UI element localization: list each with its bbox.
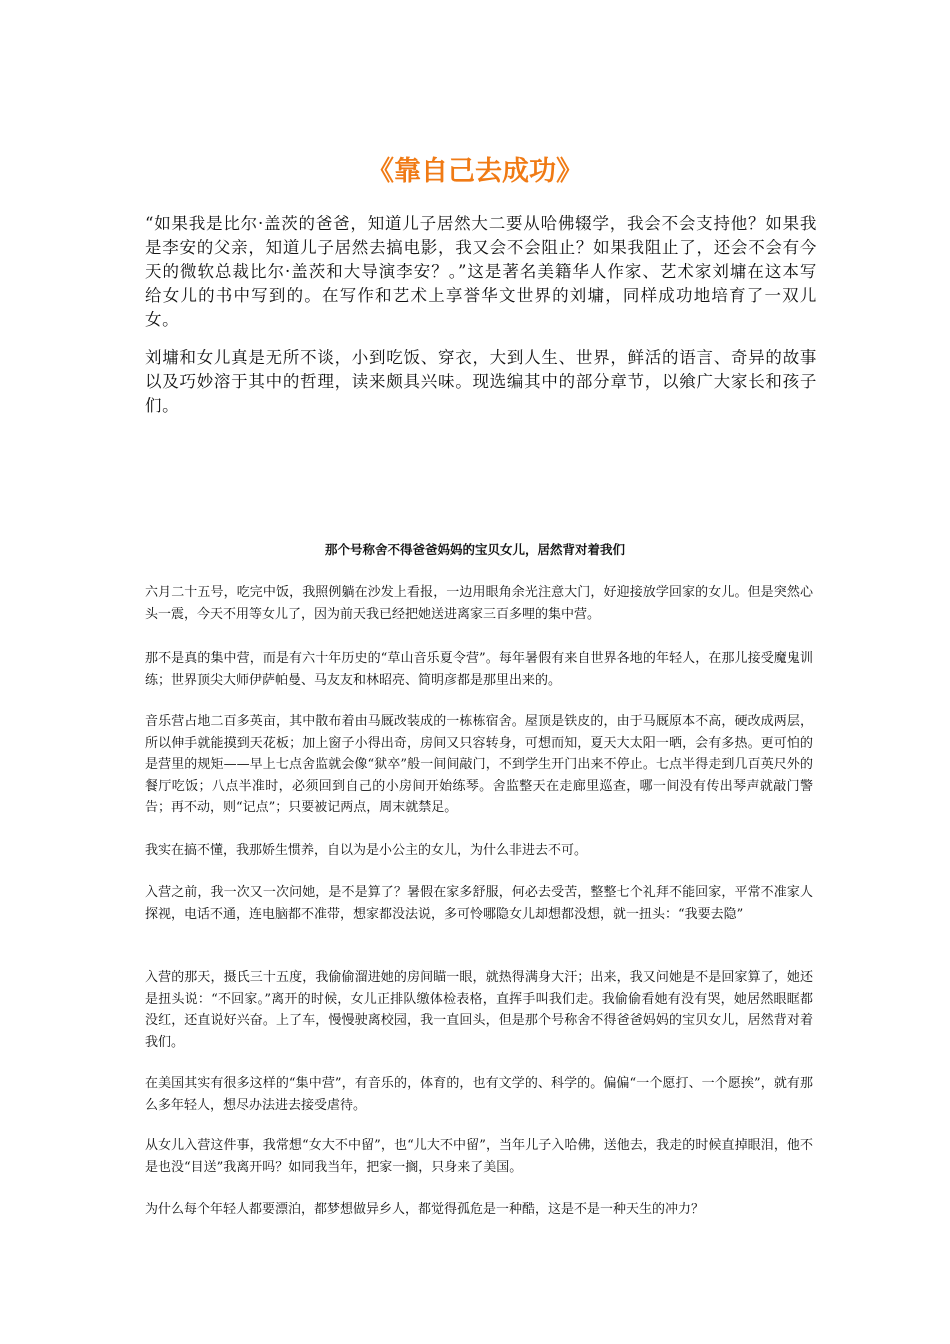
body-paragraph-7: 在美国其实有很多这样的“集中营”，有音乐的，体育的，也有文学的、科学的。偏偏“一个愿打、一个愿挨”，就有那么多年轻人，想尽办法进去接受虐待。: [145, 1076, 813, 1113]
body-paragraph-2: 那不是真的集中营，而是有六十年历史的“草山音乐夏令营”。每年暑假有来自世界各地的年轻人，在那儿接受魔鬼训练；世界顶尖大师伊萨帕曼、马友友和林昭亮、简明彦都是那里出来的。: [145, 651, 813, 688]
intro-paragraph-1: “如果我是比尔·盖茨的爸爸，知道儿子居然大二要从哈佛辍学，我会不会支持他？如果我是李安的父亲，知道儿子居然去搞电影，我又会不会阻止？如果我阻止了，还会不会有今天的微软总裁比尔·盖茨和大导演李安？。”这是著名美籍华人作家、艺术家刘墉在这本写给女儿的书中写到的。在写作和艺术上享誉华文世界的刘墉，同样成功地培育了一双儿女。: [145, 214, 817, 329]
body-paragraph-5: 入营之前，我一次又一次问她，是不是算了？暑假在家多舒服，何必去受苦，整整七个礼拜不能回家，平常不准家人探视，电话不通，连电脑都不准带，想家都没法说，多可怜哪隐女儿却想都没想，就一扭头：“我要去隐”: [145, 885, 813, 922]
body-paragraph-6: 入营的那天，摄氏三十五度，我偷偷溜进她的房间瞄一眼，就热得满身大汗；出来，我又问她是不是回家算了，她还是扭头说：“不回家。”离开的时候，女儿正排队缴体检表格，直挥手叫我们走。我偷偷看她有没有哭，她居然眼眶都没红，还直说好兴奋。上了车，慢慢驶离校园，我一直回头，但是那个号称舍不得爸爸妈妈的宝贝女儿，居然背对着我们。: [145, 970, 813, 1050]
body-paragraph-1: 六月二十五号，吃完中饭，我照例躺在沙发上看报，一边用眼角余光注意大门，好迎接放学回家的女儿。但是突然心头一震，今天不用等女儿了，因为前天我已经把她送进离家三百多哩的集中营。: [145, 585, 813, 622]
intro-paragraph-2: 刘墉和女儿真是无所不谈，小到吃饭、穿衣，大到人生、世界，鲜活的语言、奇异的故事以及巧妙溶于其中的哲理，读来颇具兴味。现选编其中的部分章节，以飨广大家长和孩子们。: [145, 348, 817, 415]
body-paragraph-9: 为什么每个年轻人都要漂泊，都梦想做异乡人，都觉得孤危是一种酷，这是不是一种天生的冲力？: [145, 1202, 705, 1217]
section-title: 那个号称舍不得爸爸妈妈的宝贝女儿，居然背对着我们: [324, 542, 625, 557]
body-paragraph-4: 我实在搞不懂，我那娇生惯养，自以为是小公主的女儿，为什么非进去不可。: [145, 843, 588, 858]
document-title: 《靠自己去成功》: [367, 156, 583, 187]
body-paragraph-3: 音乐营占地二百多英亩，其中散布着由马厩改装成的一栋栋宿舍。屋顶是铁皮的，由于马厩原本不高，硬改成两层，所以伸手就能摸到天花板；加上窗子小得出奇，房间又只容转身，可想而知，夏天大太阳一晒，会有多热。更可怕的是营里的规矩——早上七点舍监就会像“狱卒”般一间间敲门，不到学生开门出来不停止。七点半得走到几百英尺外的餐厅吃饭；八点半准时，必须回到自己的小房间开始练琴。舍监整天在走廊里巡查，哪一间没有传出琴声就敲门警告；再不动，则“记点”；只要被记两点，周末就禁足。: [145, 714, 813, 815]
body-paragraph-8: 从女儿入营这件事，我常想“女大不中留”，也“儿大不中留”，当年儿子入哈佛，送他去，我走的时候直掉眼泪，他不是也没“目送”我离开吗？如同我当年，把家一搁，只身来了美国。: [145, 1138, 813, 1175]
